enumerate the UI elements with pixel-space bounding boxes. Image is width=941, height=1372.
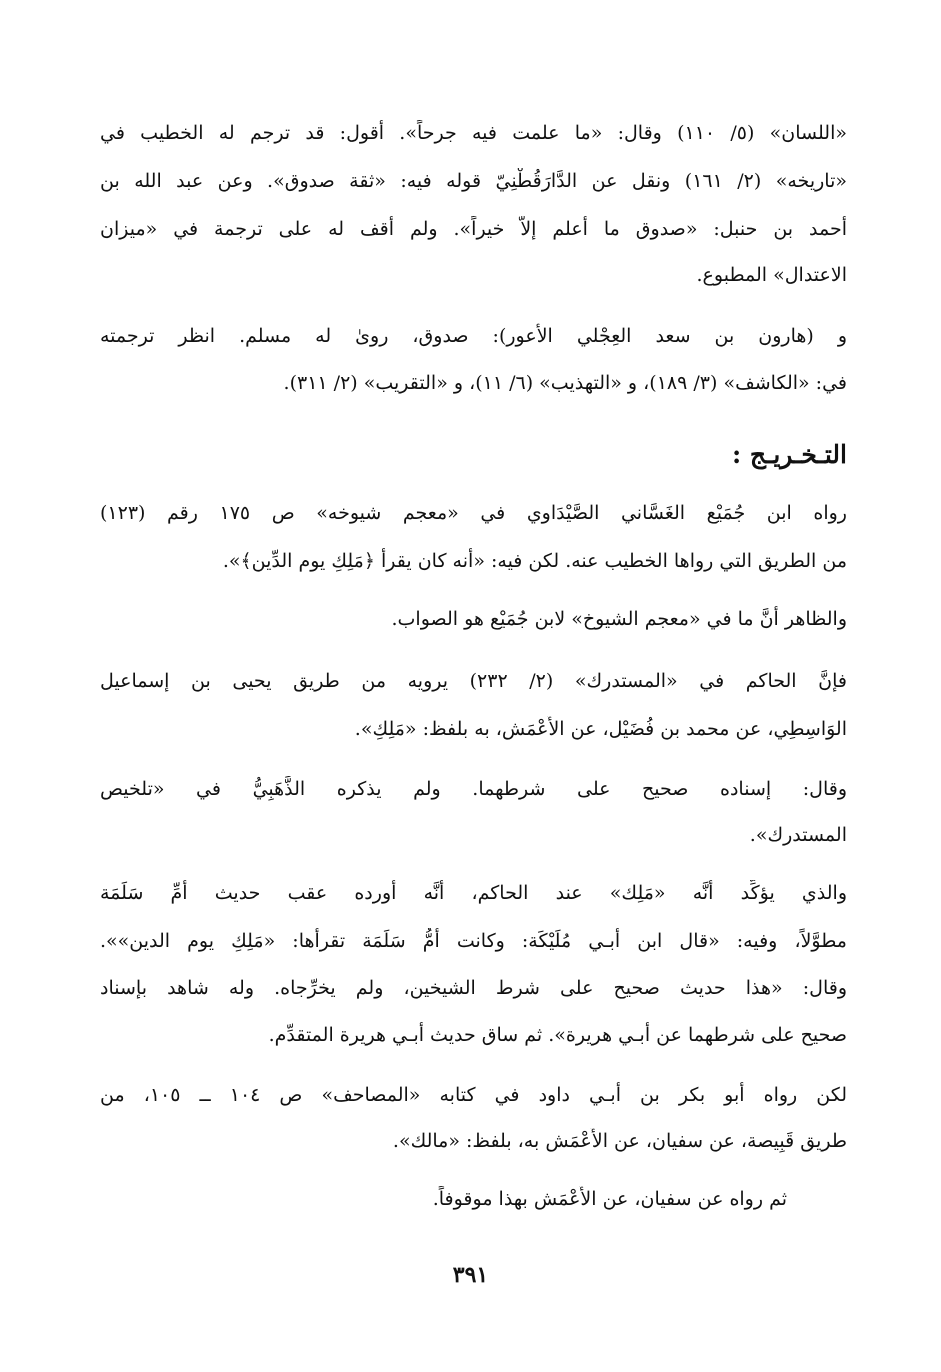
text-line: المستدرك».: [749, 824, 847, 846]
text-line: رواه ابن جُمَيْع الغَسَّاني الصَّيْدَاوي في «معجم شيوخه» ص ١٧٥ رقم (١٢٣): [100, 502, 847, 524]
text-line: والذي يؤكِّد أنَّه «مَلِك» عند الحاكم، أنَّه أورده عقب حديث أُمِّ سَلَمَة: [100, 882, 847, 904]
text-line: الاعتدال» المطبوع.: [696, 264, 847, 286]
text-line: «اللسان» (٥/ ١١٠) وقال: «ما علمت فيه جرحاً». أقول: قد ترجم له الخطيب في: [100, 122, 847, 144]
text-line: و (هارون بن سعد العِجْلي الأعور): صدوق، روىٰ له مسلم. انظر ترجمته: [100, 325, 847, 347]
page-number: ٣٩١: [452, 1262, 489, 1288]
text-line: طريق قَبِيصة، عن سفيان، عن الأَعْمَش به، بلفظ: «مالك».: [392, 1130, 847, 1152]
text-line: صحيح على شرطهما عن أبـي هريرة». ثم ساق حديث أبـي هريرة المتقدِّم.: [268, 1024, 847, 1046]
text-line: وقال: إسناده صحيح على شرطهما. ولم يذكره الذَّهَبِيُّ في «تلخيص: [100, 778, 847, 800]
section-heading: التـخـريـج :: [731, 440, 847, 469]
text-line: في: «الكاشف» (٣/ ١٨٩)، و «التهذيب» (٦/ ١١)، و «التقريب» (٢/ ٣١١).: [283, 372, 847, 394]
text-line: وقال: «هذا حديث صحيح على شرط الشيخين، ولم يخرِّجاه. وله شاهد بإسناد: [100, 977, 847, 999]
text-line: والظاهر أنَّ ما في «معجم الشيوخ» لابن جُمَيْع هو الصواب.: [391, 608, 847, 630]
text-line: مطوَّلاً، وفيه: «قال ابن أبـي مُلَيْكَة: وكانت أُمُّ سَلَمَة تقرأها: «مَلِكِ يوم الدين»».: [100, 930, 847, 952]
text-line: أحمد بن حنبل: «صدوق ما أعلم إلاَّ خيراً». ولم أقف له على ترجمة في «ميزان: [100, 218, 847, 240]
text-line: من الطريق التي رواها الخطيب عنه. لكن فيه: «أنه كان يقرأ ﴿مَلِكِ يوم الدِّين﴾».: [222, 550, 847, 572]
text-line: لكن رواه أبو بكر بن أبـي داود في كتابه «المصاحف» ص ١٠٤ ــ ١٠٥، من: [100, 1084, 847, 1106]
text-line: الوَاسِطِي، عن محمد بن فُضَيْل، عن الأَعْمَش، به بلفظ: «مَلِكِ».: [354, 718, 847, 740]
text-line: «تاريخه» (٢/ ١٦١) ونقل عن الدَّارَقُطْنِيّ قوله فيه: «ثقة صدوق». وعن عبد الله بن: [100, 170, 847, 192]
text-line: فإنَّ الحاكم في «المستدرك» (٢/ ٢٣٢) يرويه من طريق يحيى بن إسماعيل: [100, 670, 847, 692]
text-line: ثم رواه عن سفيان، عن الأَعْمَش بهذا موقوفاً.: [432, 1188, 787, 1210]
